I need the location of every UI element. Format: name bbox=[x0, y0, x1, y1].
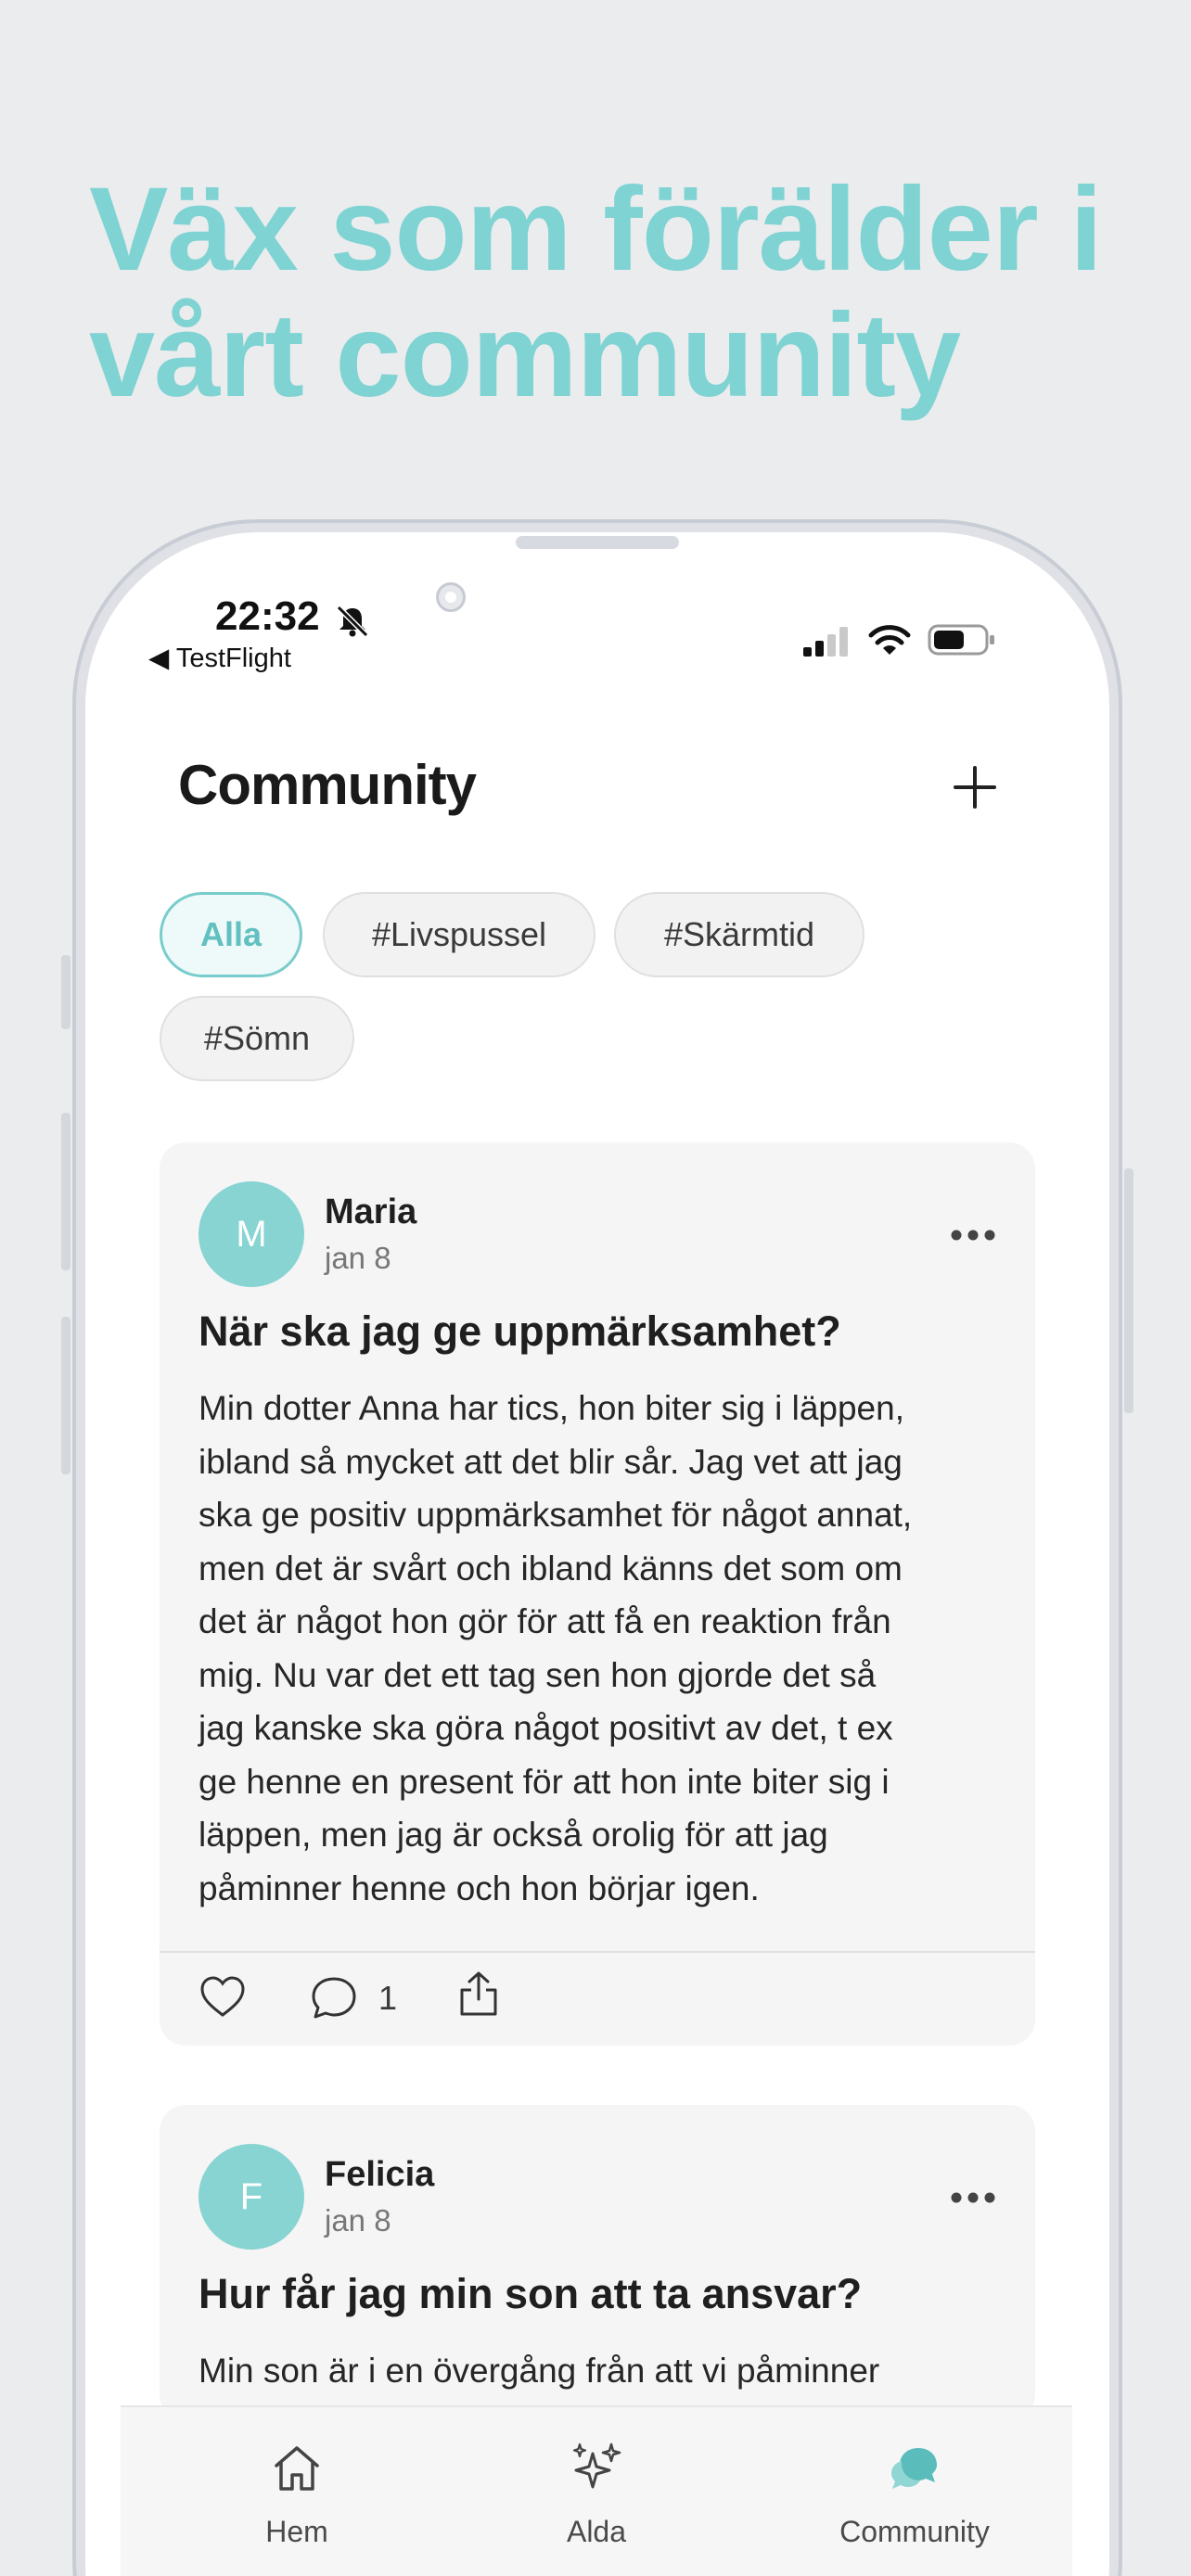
like-heart-icon[interactable] bbox=[198, 1973, 247, 2021]
post-author[interactable]: Maria bbox=[325, 1192, 417, 1231]
tab-alda-label: Alda bbox=[566, 2515, 627, 2548]
post-body-line: det är något hon gör för att få en reaktion från bbox=[198, 1602, 891, 1640]
wifi-icon bbox=[868, 623, 911, 657]
filter-chip-skarmtid[interactable]: #Skärmtid bbox=[614, 892, 864, 977]
post-card[interactable] bbox=[160, 2105, 1035, 2420]
add-post-button[interactable] bbox=[952, 764, 998, 810]
post-body-line: påminner henne och hon börjar igen. bbox=[198, 1868, 760, 1907]
post-body-line: mig. Nu var det ett tag sen hon gjorde det så bbox=[198, 1655, 877, 1694]
more-options-icon[interactable] bbox=[950, 1228, 996, 1243]
filter-chip-livspussel[interactable]: #Livspussel bbox=[323, 892, 596, 977]
tab-community[interactable] bbox=[813, 2407, 1017, 2576]
sparkles-icon bbox=[569, 2441, 624, 2496]
phone-side-button bbox=[61, 1317, 70, 1474]
battery-icon bbox=[928, 623, 996, 657]
tab-home-label: Hem bbox=[265, 2515, 328, 2548]
post-body-line: Min dotter Anna har tics, hon biter sig i läppen, bbox=[198, 1389, 904, 1427]
post-body-line: men det är svårt och ibland känns det som om bbox=[198, 1549, 903, 1588]
post-body-line: jag kanske ska göra något positivt av det, t ex bbox=[198, 1709, 893, 1747]
phone-side-button bbox=[61, 955, 70, 1029]
post-body[interactable] bbox=[198, 1382, 996, 1915]
tab-bar bbox=[121, 2405, 1072, 2576]
post-body-line: ska ge positiv uppmärksamhet för något annat, bbox=[198, 1496, 913, 1534]
filter-chip-somn[interactable]: #Sömn bbox=[160, 996, 354, 1081]
card-divider bbox=[160, 1951, 1035, 1953]
home-icon bbox=[269, 2441, 325, 2496]
phone-camera bbox=[436, 582, 466, 612]
post-title[interactable]: När ska jag ge uppmärksamhet? bbox=[198, 1307, 841, 1355]
headline: Väx som förälder i vårt community bbox=[89, 163, 1102, 422]
tab-community-label: Community bbox=[839, 2515, 990, 2548]
avatar[interactable]: M bbox=[198, 1181, 304, 1287]
avatar[interactable]: F bbox=[198, 2144, 304, 2250]
post-date: jan 8 bbox=[325, 2203, 391, 2238]
back-to-testflight-link[interactable]: ◀ TestFlight bbox=[148, 644, 291, 673]
comment-count: 1 bbox=[378, 1979, 398, 2017]
phone-speaker bbox=[516, 536, 679, 549]
post-body-line: ge henne en present för att hon inte biter sig i bbox=[198, 1762, 890, 1801]
cellular-signal-icon bbox=[803, 627, 850, 657]
post-body-line: Min son är i en övergång från att vi påminner bbox=[198, 2352, 880, 2390]
phone-side-button bbox=[1124, 1168, 1133, 1413]
status-time: 22:32 bbox=[215, 593, 320, 639]
tab-alda[interactable] bbox=[494, 2407, 698, 2576]
post-card[interactable] bbox=[160, 1142, 1035, 2046]
post-author[interactable]: Felicia bbox=[325, 2155, 435, 2194]
filter-chip-alla[interactable]: Alla bbox=[160, 892, 302, 977]
post-body[interactable] bbox=[198, 2344, 996, 2398]
page-title: Community bbox=[178, 754, 476, 816]
post-date: jan 8 bbox=[325, 1241, 391, 1275]
chat-bubbles-icon bbox=[887, 2441, 942, 2496]
comment-bubble-icon[interactable] bbox=[310, 1973, 358, 2021]
post-body-line: ibland så mycket att det blir sår. Jag vet att jag bbox=[198, 1442, 903, 1481]
post-title[interactable]: Hur får jag min son att ta ansvar? bbox=[198, 2270, 863, 2317]
share-icon[interactable] bbox=[455, 1970, 503, 2018]
bell-muted-icon bbox=[334, 603, 371, 640]
post-body-line: läppen, men jag är också orolig för att jag bbox=[198, 1816, 828, 1854]
more-options-icon[interactable] bbox=[950, 2190, 996, 2205]
tab-home[interactable] bbox=[195, 2407, 399, 2576]
phone-side-button bbox=[61, 1113, 70, 1270]
